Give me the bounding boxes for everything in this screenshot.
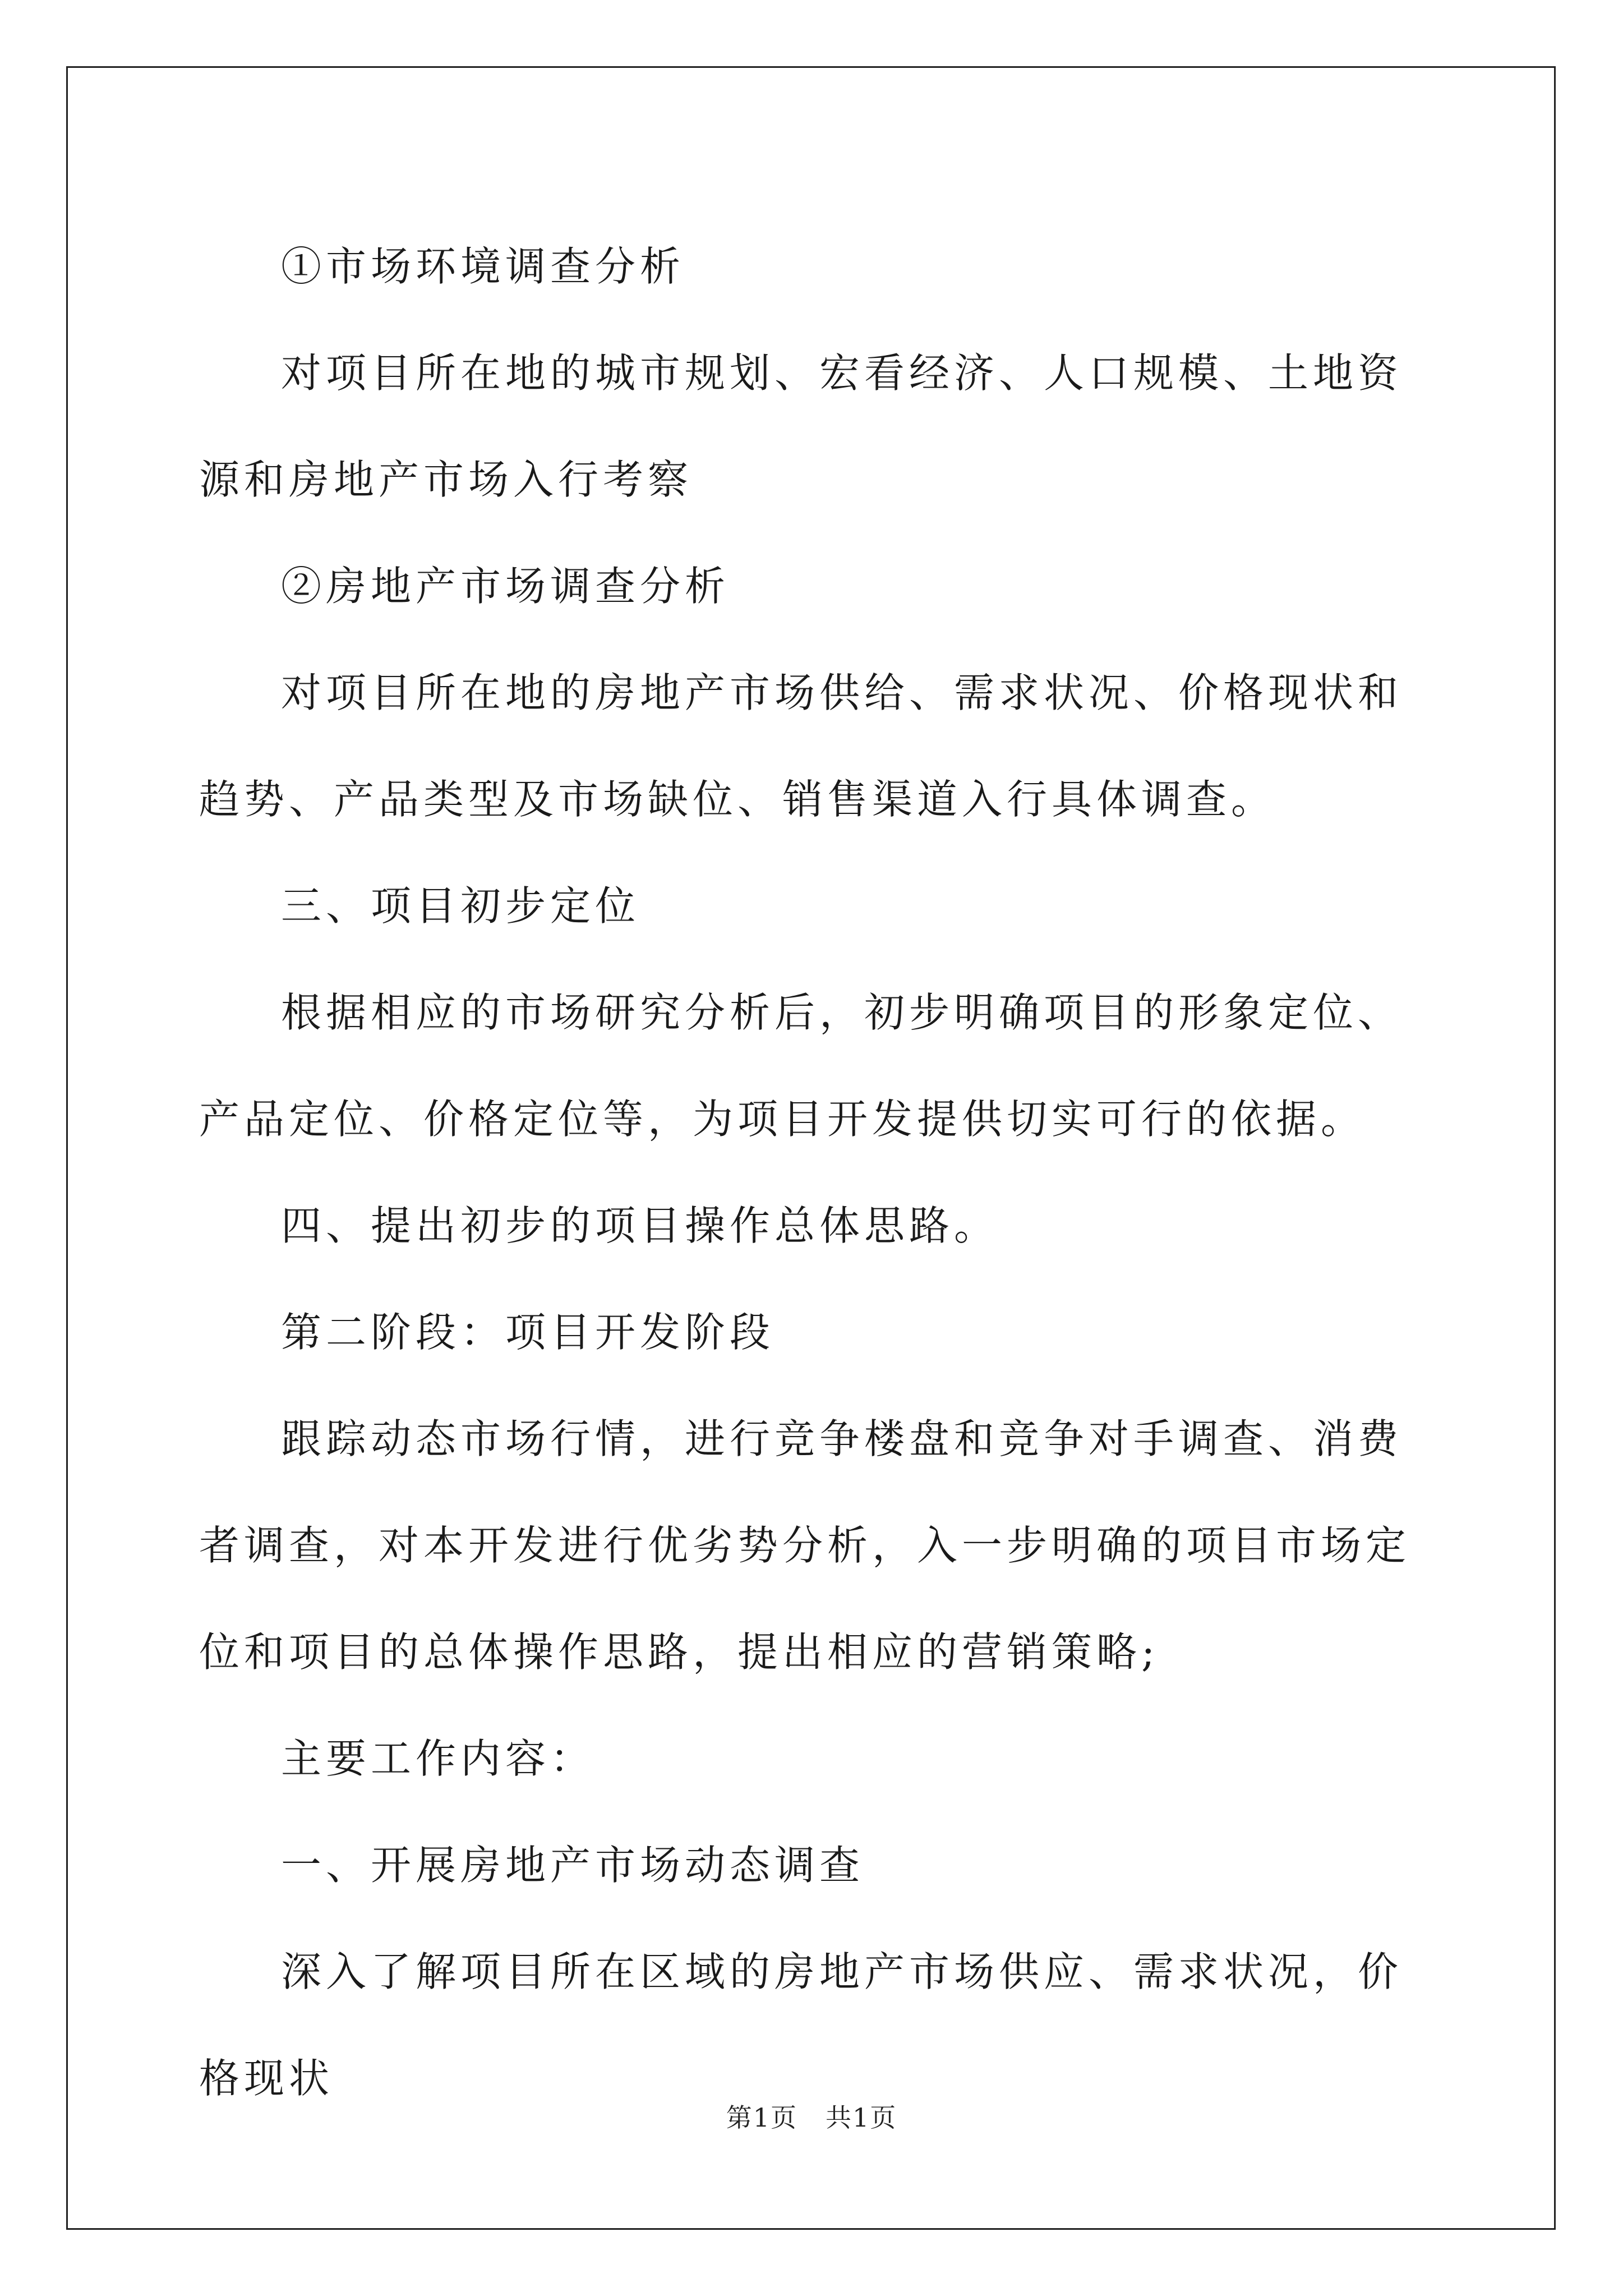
paragraph: 第二阶段：项目开发阶段 bbox=[281, 1309, 775, 1356]
paragraph: 跟踪动态市场行情，进行竞争楼盘和竞争对手调查、消费者调查，对本开发进行优劣势分析，入一步明确的项目市场定位和项目的总体操作思路，提出相应的营销策略; bbox=[199, 1415, 1411, 1676]
paragraph: 对项目所在地的城市规划、宏看经济、人口规模、土地资源和房地产市场入行考察 bbox=[199, 349, 1403, 503]
paragraph: ①市场环境调查分析 bbox=[281, 243, 685, 290]
paragraph: 根据相应的市场研究分析后，初步明确项目的形象定位、产品定位、价格定位等，为项目开发提供切实可行的依据。 bbox=[199, 989, 1403, 1143]
paragraph: 对项目所在地的房地产市场供给、需求状况、价格现状和趋势、产品类型及市场缺位、销售渠道入行具体调查。 bbox=[199, 669, 1403, 823]
document-body bbox=[199, 213, 1433, 2132]
page-footer bbox=[0, 2101, 1623, 2134]
paragraph: ②房地产市场调查分析 bbox=[281, 563, 730, 610]
page-total: 共1页 bbox=[826, 2102, 897, 2133]
page-number: 第1页 bbox=[726, 2102, 797, 2133]
paragraph: 主要工作内容： bbox=[281, 1735, 596, 1782]
paragraph: 四、提出初步的项目操作总体思路。 bbox=[281, 1202, 999, 1249]
paragraph: 三、项目初步定位 bbox=[281, 882, 640, 930]
paragraph: 一、开展房地产市场动态调查 bbox=[281, 1842, 865, 1889]
paragraph: 深入了解项目所在区域的房地产市场供应、需求状况，价格现状 bbox=[199, 1948, 1403, 2102]
